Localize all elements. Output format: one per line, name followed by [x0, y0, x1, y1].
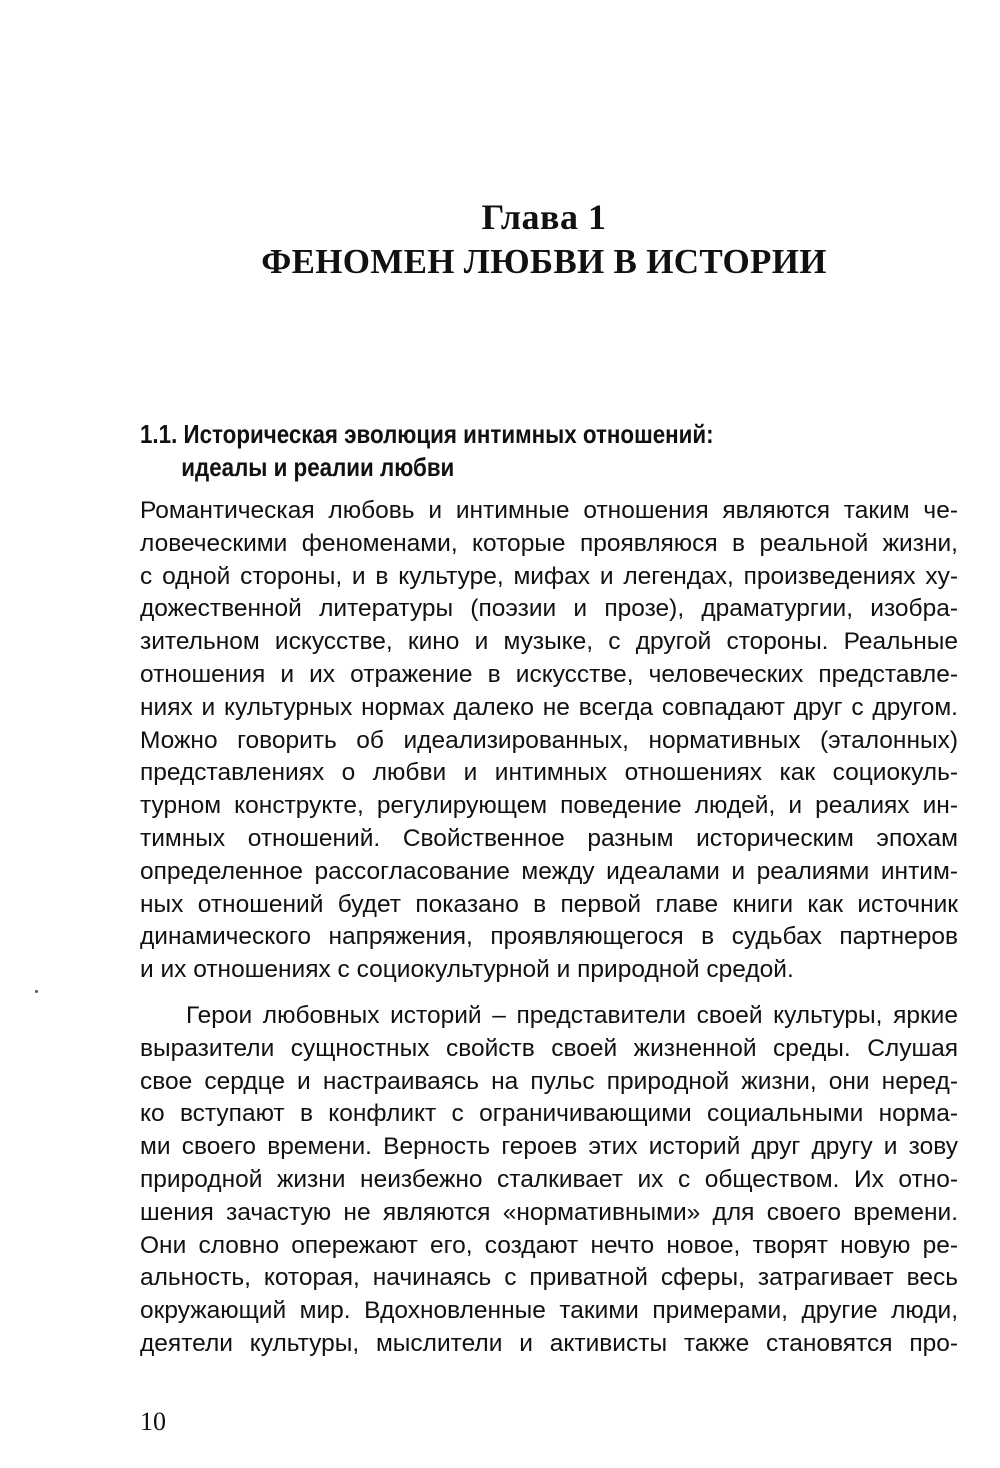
text-line: природной жизни неизбежно сталкивает их с обществом. Их отно- [140, 1165, 958, 1193]
text-line: выразители сущностных свойств своей жизненной среды. Слушая [140, 1034, 958, 1062]
text-line: и их отношениях с социокультурной и природной средой. [140, 956, 794, 984]
text-line: отношения и их отражение в искусстве, человеческих представле- [140, 660, 958, 688]
text-line: окружающий мир. Вдохновленные такими примерами, другие люди, [140, 1297, 958, 1325]
text-line: дожественной литературы (поэзии и прозе), драматургии, изобра- [140, 595, 958, 623]
text-line: альность, которая, начинаясь с приватной сферы, затрагивает весь [140, 1264, 958, 1292]
chapter-title: ФЕНОМЕН ЛЮБВИ В ИСТОРИИ [261, 242, 827, 281]
text-line: Они словно опережают его, создают нечто новое, творят новую ре- [140, 1231, 958, 1259]
section-heading-line-2: идеалы и реалии любви [181, 452, 455, 482]
text-line: ми своего времени. Верность героев этих историй друг другу и зову [140, 1133, 958, 1161]
text-line: турном конструкте, регулирующем поведение людей, и реалиях ин- [140, 792, 958, 820]
margin-speck [35, 990, 38, 993]
text-line: Герои любовных историй – представители своей культуры, яркие [186, 1002, 958, 1029]
text-line: шения зачастую не являются «нормативными» для своего времени. [140, 1198, 958, 1226]
paragraph-2 [140, 1000, 958, 1361]
text-line: динамического напряжения, проявляющегося в судьбах партнеров [140, 923, 958, 951]
text-line: зительном искусстве, кино и музыке, с другой стороны. Реальные [140, 628, 958, 656]
text-line: деятели культуры, мыслители и активисты также становятся про- [140, 1329, 958, 1357]
text-line: с одной стороны, и в культуре, мифах и легендах, произведениях ху- [140, 562, 958, 590]
text-line: определенное рассогласование между идеалами и реалиями интим- [140, 857, 958, 885]
text-line: ниях и культурных нормах далеко не всегда совпадают друг с другом. [140, 693, 958, 721]
text-line: ных отношений будет показано в первой главе книги как источник [140, 890, 958, 918]
section-heading-line-1: 1.1. Историческая эволюция интимных отношений: [140, 419, 714, 449]
text-line: ловеческими феноменами, которые проявляюся в реальной жизни, [140, 529, 958, 557]
text-line: представлениях о любви и интимных отношениях как социокуль- [140, 759, 958, 787]
text-line: тимных отношений. Свойственное разным историческим эпохам [140, 824, 958, 852]
chapter-label: Глава 1 [481, 197, 607, 237]
section-heading [140, 418, 845, 484]
paragraph-1 [140, 495, 958, 987]
text-line: свое сердце и настраиваясь на пульс природной жизни, они неред- [140, 1067, 958, 1095]
text-line: ко вступают в конфликт с ограничивающими социальными норма- [140, 1100, 958, 1128]
text-line: Романтическая любовь и интимные отношения являются таким че- [140, 497, 958, 524]
text-line: Можно говорить об идеализированных, нормативных (эталонных) [140, 726, 958, 754]
page-number: 10 [140, 1407, 166, 1436]
